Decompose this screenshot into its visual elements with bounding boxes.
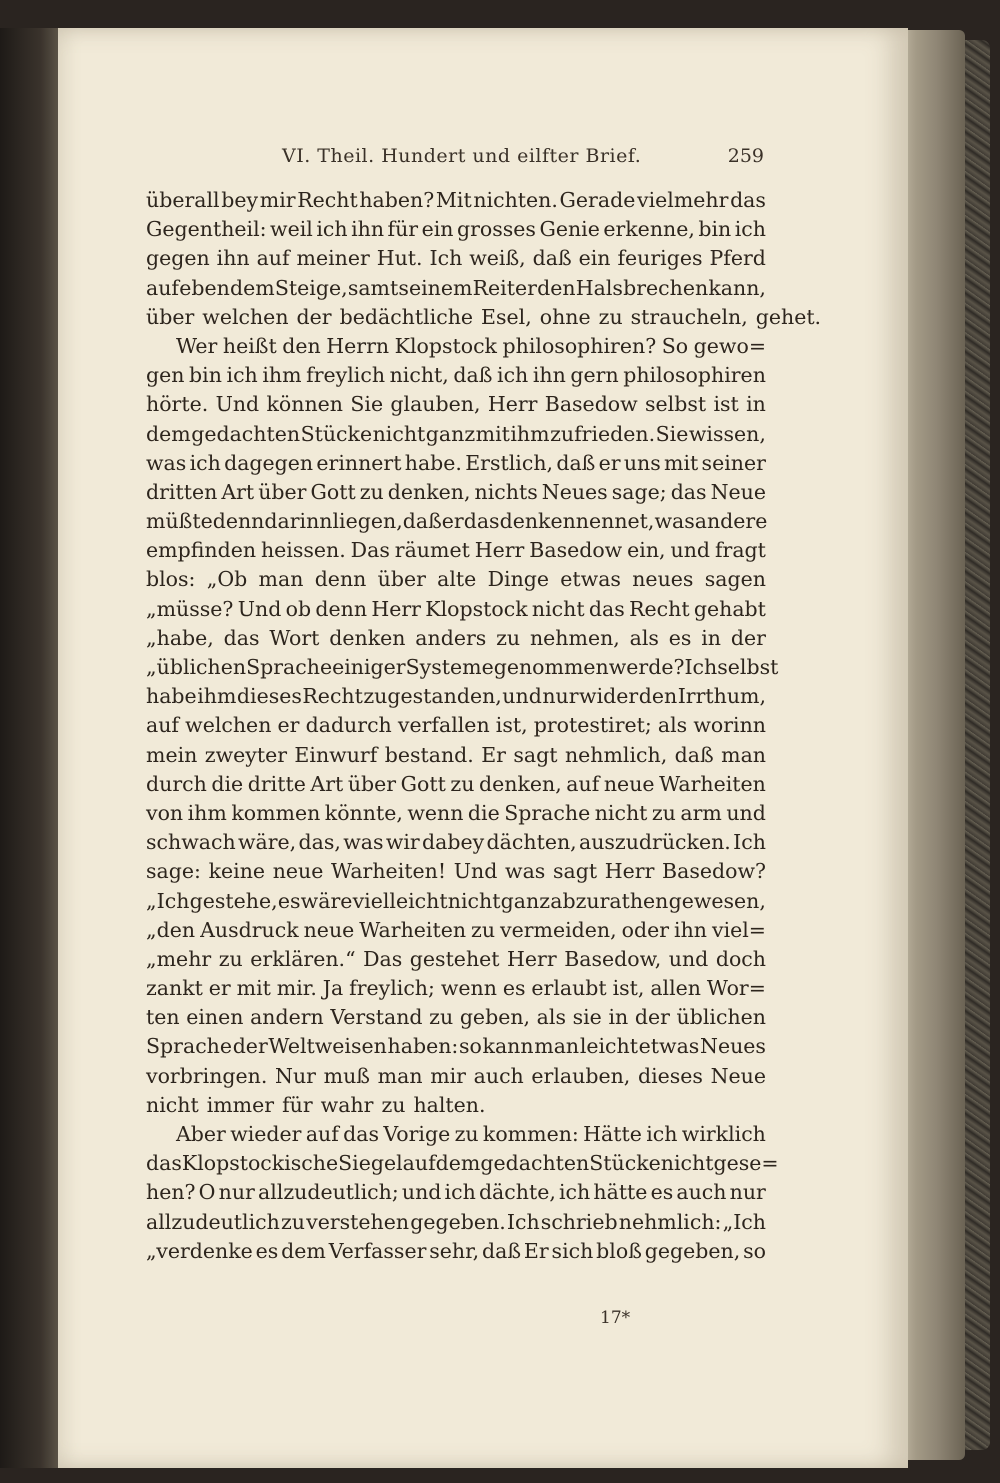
text-line: gen bin ich ihm freylich nicht, daß ich ihn gern philosophiren [146,363,766,388]
text-line: müßte denn darinn liegen, daß er das denken nennet, was andere [146,509,768,534]
text-line: vorbringen. Nur muß man mir auch erlauben, dieses Neue [146,1063,766,1088]
text-line: Gegentheil: weil ich ihn für ein grosses Genie erkenne, bin ich [146,217,766,242]
text-line: zankt er mit mir. Ja freylich; wenn es erlaubt ist, allen Wor= [146,976,766,1001]
text-line: dritten Art über Gott zu denken, nichts Neues sage; das Neue [146,479,766,504]
text-line: „habe, das Wort denken anders zu nehmen, als es in der [146,625,766,650]
signature-mark: 17* [600,1308,631,1328]
text-line: schwach wäre, das, was wir dabey dächten, auszudrücken. Ich [146,830,766,855]
text-line: durch die dritte Art über Gott zu denken, auf neue Warheiten [146,771,766,796]
text-line: über welchen der bedächtliche Esel, ohne zu straucheln, gehet. [146,304,822,329]
text-line: „Ich gestehe, es wäre vielleicht nicht ganz abzurathen gewesen, [146,888,766,913]
text-line: mein zweyter Einwurf bestand. Er sagt nehmlich, daß man [146,742,766,767]
text-line: das Klopstockische Siegel auf dem gedachten Stücke nicht gese= [146,1151,779,1176]
text-line: nicht immer für wahr zu halten. [146,1092,486,1117]
text-line: „üblichen Sprache einiger Systeme genommen werde? Ich selbst [146,655,779,679]
text-line: überall bey mir Recht haben? Mit nichten. Gerade vielmehr das [146,188,766,212]
text-line: „den Ausdruck neue Warheiten zu vermeiden, oder ihn viel= [146,917,766,942]
text-line: sage: keine neue Warheiten! Und was sagt Herr Basedow? [146,859,766,884]
page-number: 259 [727,145,764,167]
text-line: Aber wieder auf das Vorige zu kommen: Hätte ich wirklich [176,1122,766,1146]
text-line: Sprache der Weltweisen haben: so kann man leicht etwas Neues [146,1034,766,1059]
text-line: gegen ihn auf meiner Hut. Ich weiß, daß ein feuriges Pferd [146,246,766,271]
text-line: Wer heißt den Herrn Klopstock philosophiren? So gewo= [176,333,766,358]
running-header [282,145,764,177]
text-line: dem gedachten Stücke nicht ganz mit ihm zufrieden. Sie wissen, [146,421,766,446]
text-line: empfinden heissen. Das räumet Herr Basedow ein, und fragt [146,538,766,563]
text-line: auf eben dem Steige, samt seinem Reiter den Hals brechen kann, [146,275,766,300]
text-line: habe ihm dieses Recht zugestanden, und nur wider den Irrthum, [146,684,766,709]
body-text [146,186,822,1266]
scan-background-left [0,28,58,1468]
text-line: hörte. Und können Sie glauben, Herr Basedow selbst ist in [146,392,766,417]
text-line: von ihm kommen könnte, wenn die Sprache nicht zu arm und [146,800,766,825]
text-line: was ich dagegen erinnert habe. Erstlich, daß er uns mit seiner [146,450,766,475]
text-line: „verdenke es dem Verfasser sehr, daß Er sich bloß gegeben, so [146,1238,766,1263]
text-line: ten einen andern Verstand zu geben, als sie in der üblichen [146,1005,766,1030]
text-line: blos: „Ob man denn über alte Dinge etwas neues sagen [146,567,766,592]
text-line: „mehr zu erklären.“ Das gestehet Herr Basedow, und doch [146,946,766,971]
text-line: auf welchen er dadurch verfallen ist, protestiret; als worinn [146,713,766,738]
header-title: VI. Theil. Hundert und eilfter Brief. [282,145,642,167]
text-line: hen? O nur allzudeutlich; und ich dächte, ich hätte es auch nur [146,1180,766,1205]
text-line: „müsse? Und ob denn Herr Klopstock nicht das Recht gehabt [146,596,766,621]
text-line: allzudeutlich zu verstehen gegeben. Ich schrieb nehmlich: „Ich [146,1209,766,1234]
